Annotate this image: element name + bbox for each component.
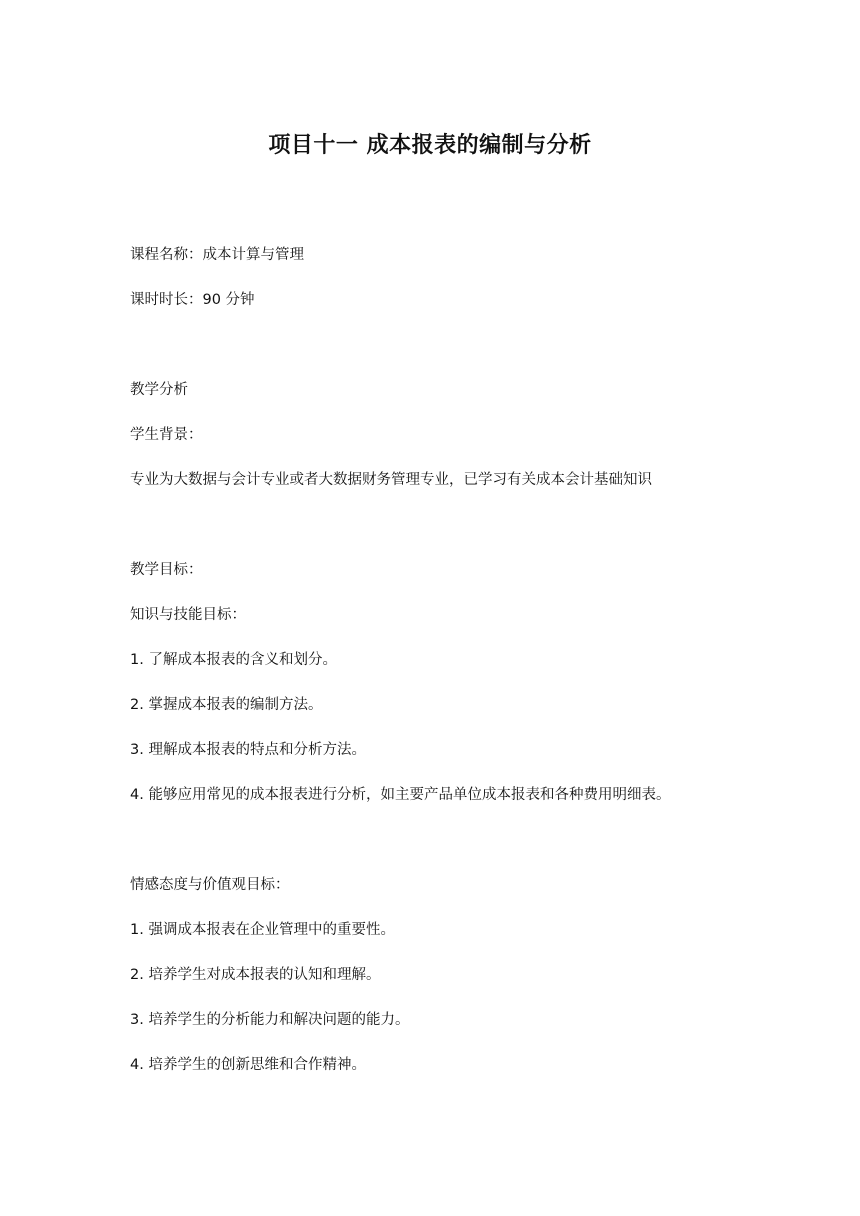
knowledge-skills-heading: 知识与技能目标： — [130, 607, 246, 623]
knowledge-skills-item: 2. 掌握成本报表的编制方法。 — [130, 697, 323, 713]
knowledge-skills-item: 3. 理解成本报表的特点和分析方法。 — [130, 742, 366, 758]
course-duration: 课时时长：90 分钟 — [130, 292, 255, 308]
attitude-values-item: 1. 强调成本报表在企业管理中的重要性。 — [130, 922, 395, 938]
attitude-values-item: 4. 培养学生的创新思维和合作精神。 — [130, 1057, 366, 1073]
knowledge-skills-item: 1. 了解成本报表的含义和划分。 — [130, 652, 337, 668]
student-background-text: 专业为大数据与会计专业或者大数据财务管理专业，已学习有关成本会计基础知识 — [130, 472, 652, 488]
knowledge-skills-item: 4. 能够应用常见的成本报表进行分析，如主要产品单位成本报表和各种费用明细表。 — [130, 787, 671, 803]
teaching-analysis-heading: 教学分析 — [130, 382, 188, 398]
teaching-goals-heading: 教学目标： — [130, 562, 203, 578]
attitude-values-item: 2. 培养学生对成本报表的认知和理解。 — [130, 967, 381, 983]
attitude-values-item: 3. 培养学生的分析能力和解决问题的能力。 — [130, 1012, 410, 1028]
student-background-heading: 学生背景： — [130, 427, 203, 443]
document-title: 项目十一 成本报表的编制与分析 — [268, 133, 592, 158]
course-name: 课程名称：成本计算与管理 — [130, 247, 304, 263]
attitude-values-heading: 情感态度与价值观目标： — [130, 877, 290, 893]
